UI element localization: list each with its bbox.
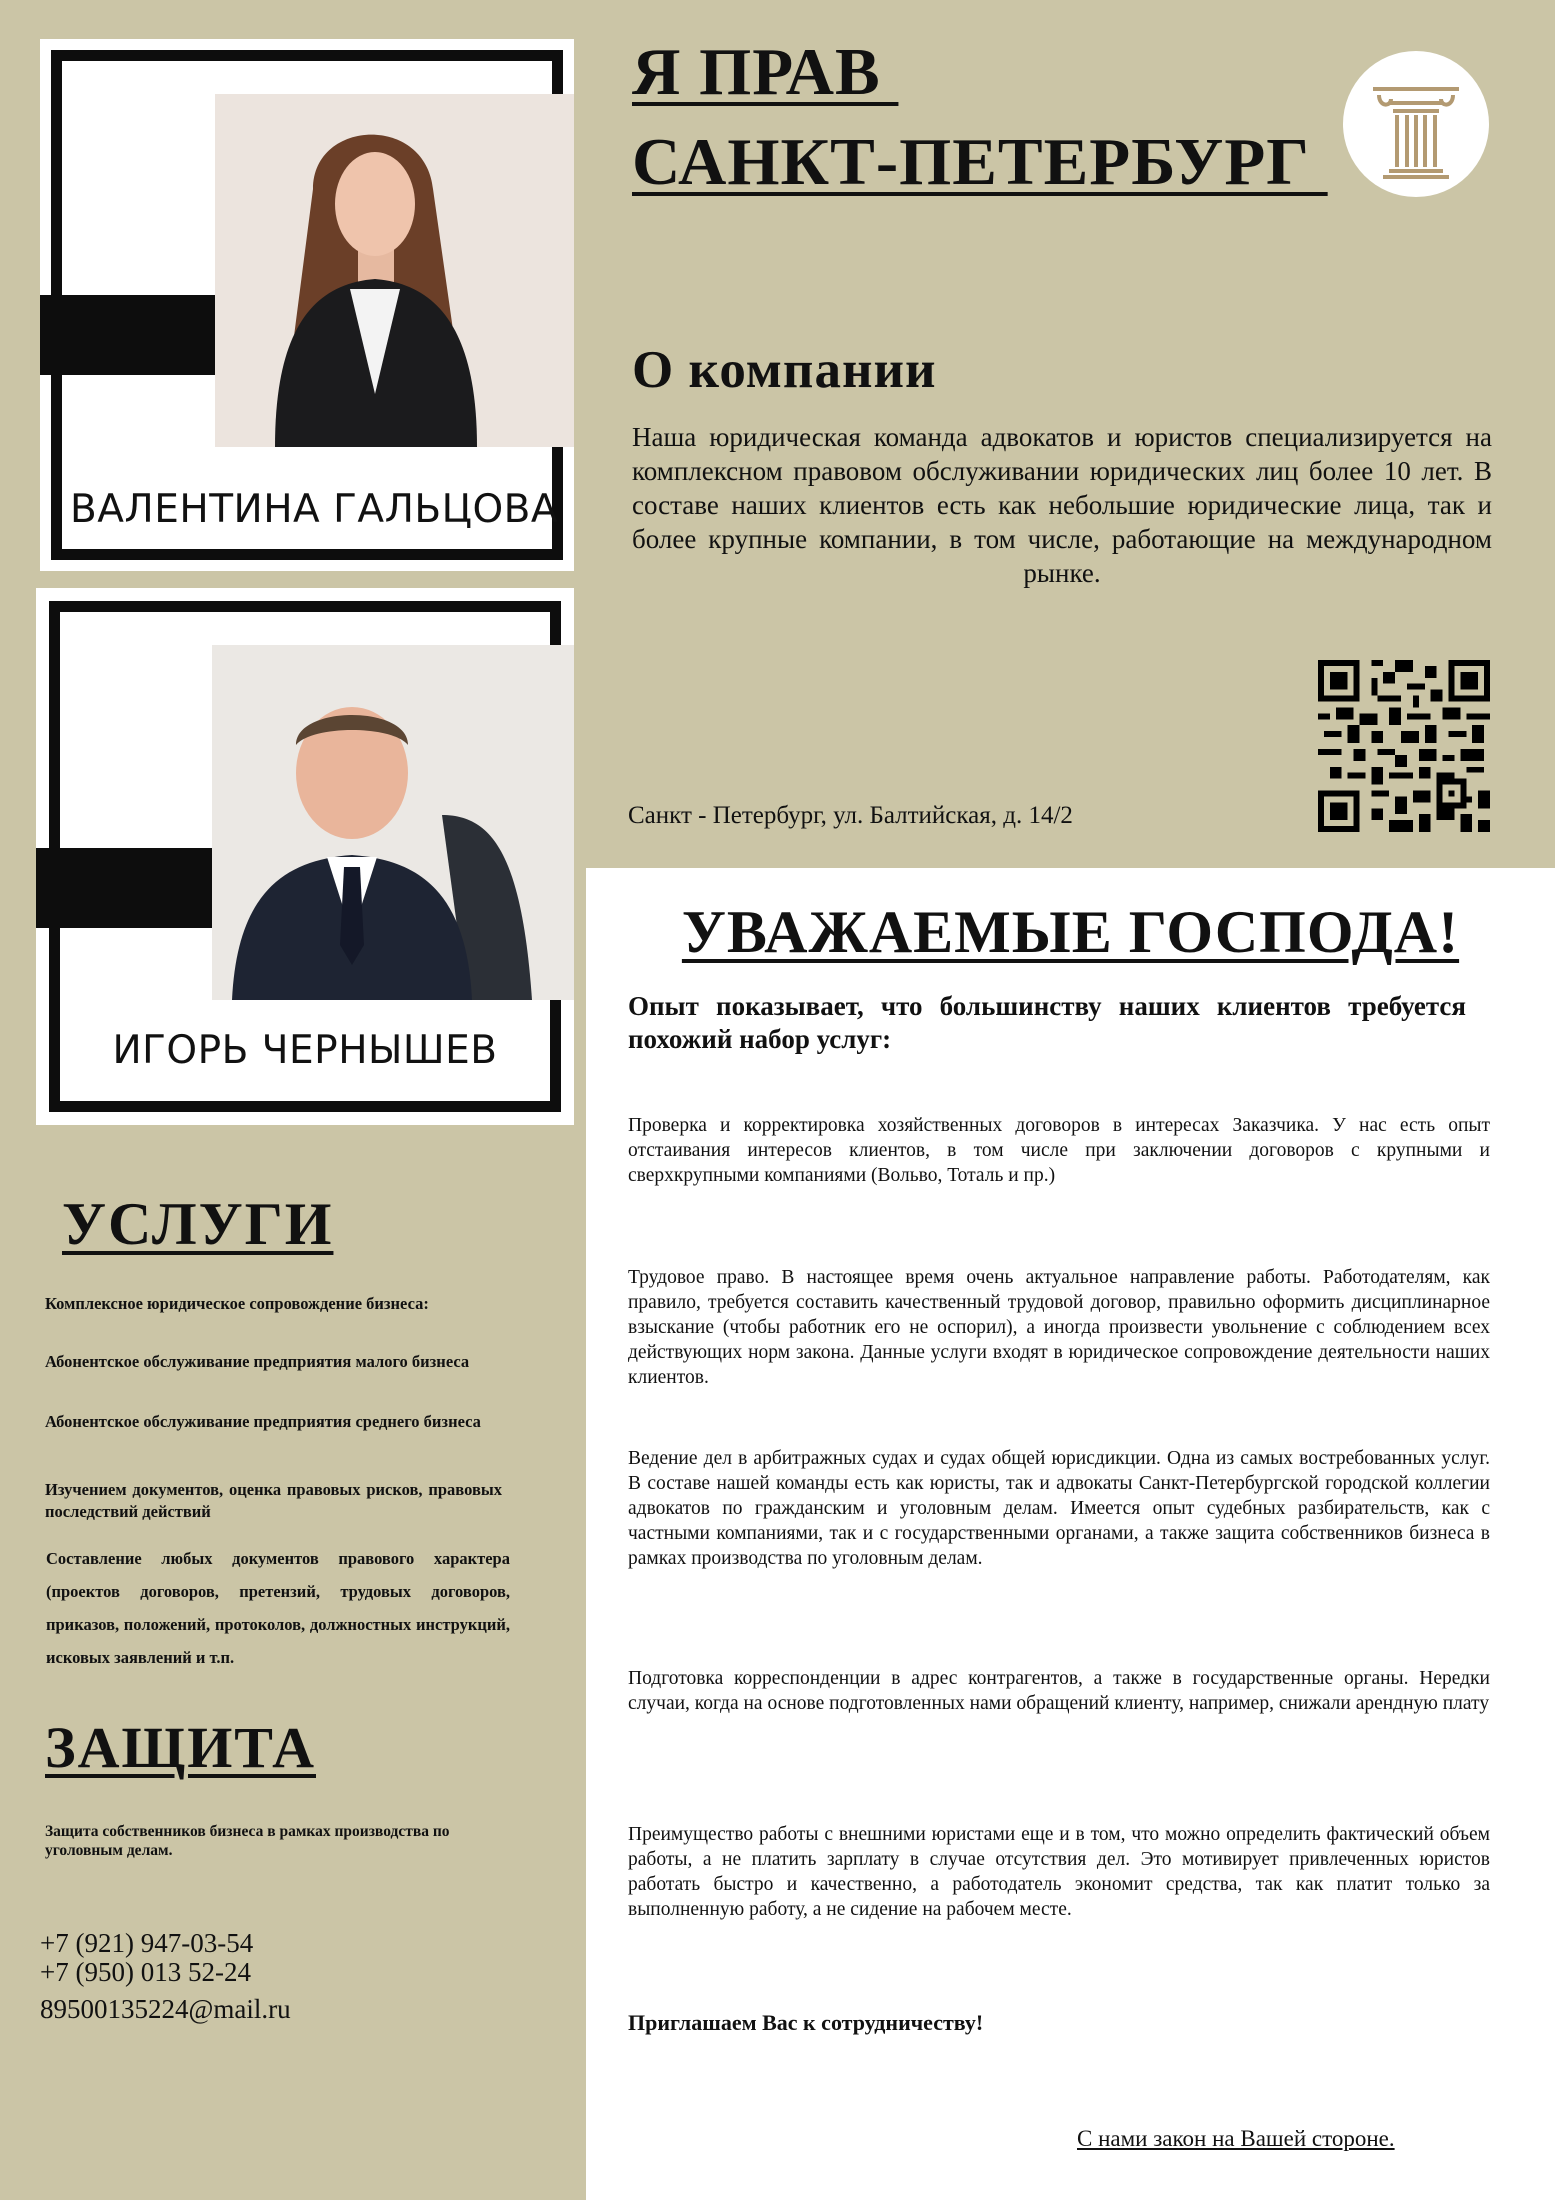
company-address: Санкт - Петербург, ул. Балтийская, д. 14/2	[628, 802, 1073, 829]
service-item: Изучением документов, оценка правовых рисков, правовых последствий действий	[45, 1480, 502, 1521]
title-line-2: САНКТ-ПЕТЕРБУРГ	[632, 125, 1328, 199]
about-heading: О компании	[632, 341, 937, 399]
phone-1[interactable]: +7 (921) 947-03-54	[40, 1928, 254, 1958]
greeting-intro: Опыт показывает, что большинству наших клиентов требуется похожий набор услуг:	[628, 991, 1466, 1054]
defense-text: Защита собственников бизнеса в рамках производства по уголовным делам.	[45, 1823, 450, 1859]
services-heading: УСЛУГИ	[62, 1191, 334, 1257]
about-text: Наша юридическая команда адвокатов и юристов специализируется на комплексном правовом обслуживании юридических лиц более 10 лет. В составе наших клиентов есть как небольшие юридические лица, так и более крупные компании, в том числе, работающие на международном рынке.	[632, 422, 1492, 588]
title-line-1: Я ПРАВ	[632, 35, 899, 109]
person-name-galtsova: ВАЛЕНТИНА ГАЛЬЦОВА	[70, 487, 559, 532]
service-item: Абонентское обслуживание предприятия среднего бизнеса	[45, 1412, 481, 1431]
service-item: Составление любых документов правового характера (проектов договоров, претензий, трудовых договоров, приказов, положений, протоколов, должностных инструкций, исковых заявлений и т.п.	[46, 1549, 510, 1667]
person-card-galtsova	[40, 39, 574, 571]
greeting-heading: УВАЖАЕМЫЕ ГОСПОДА!	[681, 899, 1460, 965]
service-item: Абонентское обслуживание предприятия малого бизнеса	[45, 1352, 470, 1371]
service-paragraph: Проверка и корректировка хозяйственных договоров в интересах Заказчика. У нас есть опыт отстаивания интересов клиентов, в том числе при заключении договоров с крупными и сверхкрупными компаниями (Вольво, Тоталь и пр.)	[628, 1115, 1490, 1186]
defense-heading: ЗАЩИТА	[45, 1715, 316, 1780]
slogan-link[interactable]: С нами закон на Вашей стороне.	[1077, 2126, 1395, 2151]
qr-code[interactable]	[1318, 660, 1490, 832]
photo-galtsova	[215, 94, 574, 447]
service-paragraph: Подготовка корреспонденции в адрес контрагентов, а также в государственные органы. Нередки случаи, когда на основе подготовленных нами обращений клиенту, например, снижали арендную плату	[628, 1668, 1490, 1714]
photo-chernyshev	[212, 645, 574, 1000]
company-logo	[1343, 51, 1489, 197]
person-name-chernyshev: ИГОРЬ ЧЕРНЫШЕВ	[112, 1028, 498, 1073]
services-intro: Комплексное юридическое сопровождение бизнеса:	[45, 1294, 429, 1313]
service-paragraph: Преимущество работы с внешними юристами еще и в том, что можно определить фактический объем работы, а не платить зарплату в случае отсутствия дел. Это мотивирует привлеченных юристов работать быстро и качественно, а работодатель экономит средства, так как платит только за выполненную работу, а не сидение на рабочем месте.	[628, 1824, 1490, 1920]
phone-2[interactable]: +7 (950) 013 52-24	[40, 1957, 251, 1987]
service-paragraph: Трудовое право. В настоящее время очень актуальное направление работы. Работодателям, как правило, требуется составить качественный трудовой договор, правильно оформить дисциплинарное взыскание (чтобы работник его не оспорил), а иногда произвести увольнение с соблюдением всех действующих норм закона. Данные услуги входят в юридическое сопровождение деятельности наших клиентов.	[628, 1267, 1490, 1388]
service-paragraph: Ведение дел в арбитражных судах и судах общей юрисдикции. Одна из самых востребованных услуг. В составе нашей команды есть как юристы, так и адвокаты Санкт-Петербургской городской коллегии адвокатов по гражданским и уголовным делам. Имеется опыт судебных разбирательств, как с частными компаниями, так и с государственными органами, а также защита собственников бизнеса в рамках производства по уголовным делам.	[628, 1448, 1490, 1569]
email-address[interactable]: 89500135224@mail.ru	[40, 1994, 291, 2024]
person-card-chernyshev	[36, 588, 574, 1125]
invitation-text: Приглашаем Вас к сотрудничеству!	[628, 2010, 984, 2035]
column-icon	[1343, 51, 1489, 197]
